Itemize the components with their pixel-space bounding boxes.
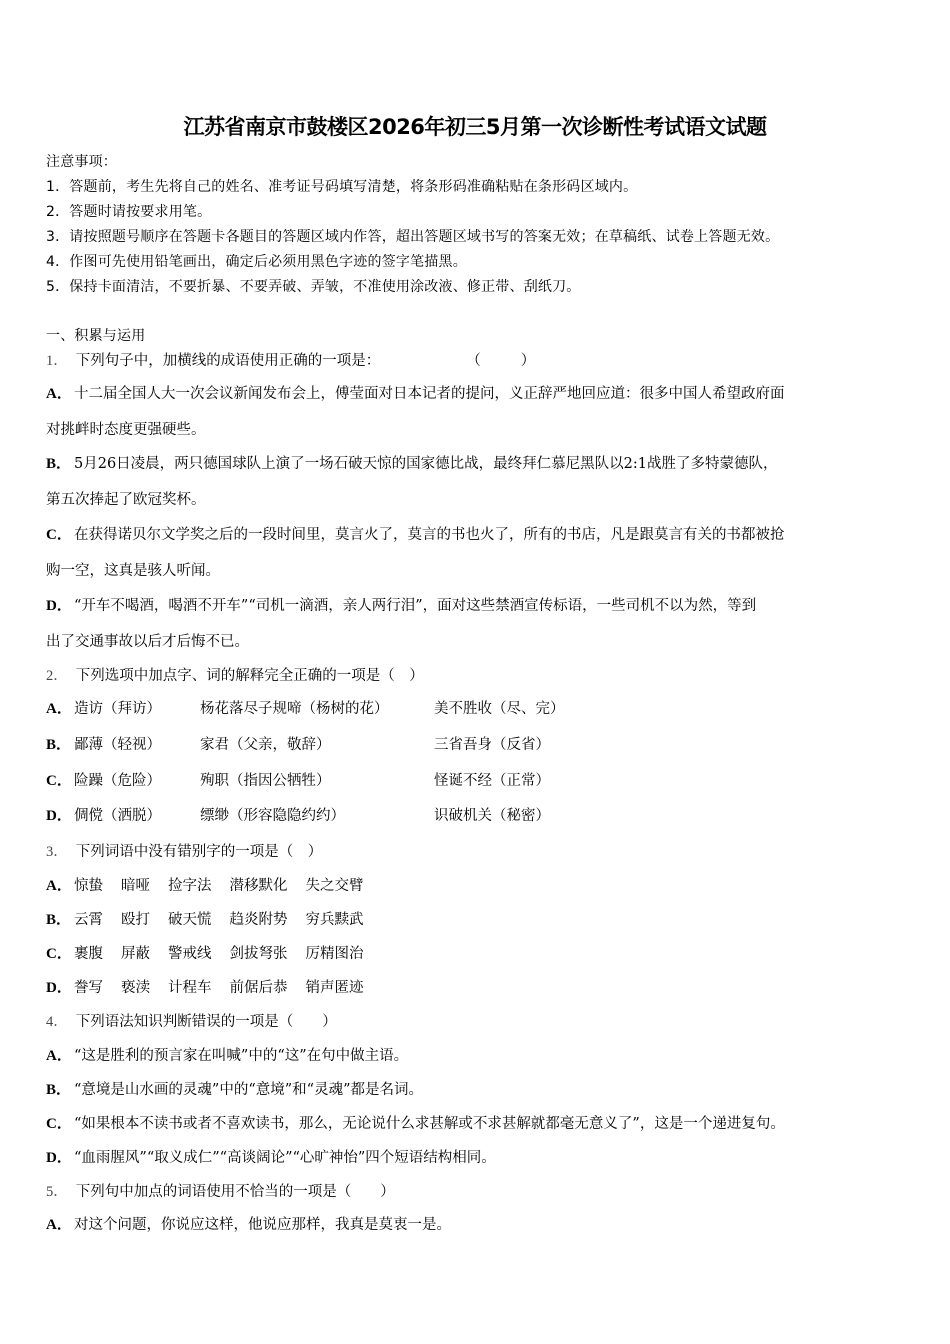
option-text: 十二届全国人大一次会议新闻发布会上，傅莹面对日本记者的提问，义正辞严地回应道：很多中国人希望政府面	[74, 386, 785, 402]
question-2-option-a	[46, 698, 565, 720]
question-1-option-c	[46, 524, 785, 546]
notice-item-3: 3．请按照题号顺序在答题卡各题目的答题区域内作答，超出答题区域书写的答案无效；在草稿纸、试卷上答题无效。	[46, 229, 780, 245]
option-letter: A．	[46, 878, 72, 894]
question-number: 3．	[46, 844, 68, 860]
question-4-option-d	[46, 1147, 496, 1169]
question-text: 下列句子中，加横线的成语使用正确的一项是：	[75, 353, 381, 369]
question-1-option-d	[46, 595, 756, 617]
word: 剑拔弩张	[229, 946, 288, 962]
question-2-option-d	[46, 805, 550, 827]
option-letter: B．	[46, 737, 72, 753]
option-item-3: 三省吾身（反省）	[434, 737, 550, 753]
option-letter: A．	[46, 1048, 72, 1064]
question-1-option-d-cont: 出了交通事故以后才后悔不已。	[46, 634, 249, 650]
question-text: 下列句中加点的词语使用不恰当的一项是（ ）	[75, 1184, 395, 1200]
word: 潜移默化	[229, 878, 288, 894]
notice-item-4: 4．作图可先使用铅笔画出，确定后必须用黑色字迹的签字笔描黑。	[46, 254, 467, 270]
question-2-option-c	[46, 770, 550, 792]
question-number: 5．	[46, 1184, 68, 1200]
option-item-3: 识破机关（秘密）	[434, 808, 550, 824]
question-4-option-a	[46, 1045, 408, 1067]
option-text: “血雨腥风”“取义成仁”“高谈阔论”“心旷神怡”四个短语结构相同。	[74, 1150, 496, 1166]
question-4-stem	[46, 1011, 337, 1033]
question-1-stem	[46, 350, 535, 372]
question-4-option-b	[46, 1079, 423, 1101]
option-letter: C．	[46, 1116, 72, 1132]
option-letter: A．	[46, 1217, 72, 1233]
option-item-2: 家君（父亲，敬辞）	[200, 737, 331, 753]
word: 裹腹	[74, 946, 103, 962]
word: 销声匿迹	[305, 980, 364, 996]
option-letter: B．	[46, 912, 72, 928]
option-letter: D．	[46, 1150, 72, 1166]
notice-item-5: 5．保持卡面清洁，不要折暴、不要弄破、弄皱，不准使用涂改液、修正带、刮纸刀。	[46, 279, 581, 295]
option-text: “开车不喝酒，喝酒不开车”“司机一滴酒，亲人两行泪”，面对这些禁酒宣传标语，一些司机不以为然，等到	[74, 598, 757, 614]
word: 屏蔽	[121, 946, 150, 962]
option-text: 对这个问题，你说应这样，他说应那样，我真是莫衷一是。	[74, 1217, 451, 1233]
question-2-stem	[46, 665, 424, 687]
question-1-option-a-cont: 对挑衅时态度更强硬些。	[46, 422, 206, 438]
document-title: 江苏省南京市鼓楼区2026年初三5月第一次诊断性考试语文试题	[183, 115, 767, 139]
word: 捡字法	[168, 878, 212, 894]
option-item-2: 缥缈（形容隐隐约约）	[200, 808, 345, 824]
option-letter: A．	[46, 386, 72, 402]
word: 亵渎	[121, 980, 150, 996]
question-3-option-c	[46, 943, 382, 965]
question-text: 下列语法知识判断错误的一项是（ ）	[75, 1014, 337, 1030]
option-item-2: 殉职（指因公牺牲）	[200, 773, 331, 789]
word: 惊蛰	[74, 878, 103, 894]
option-text: “意境是山水画的灵魂”中的“意境”和“灵魂”都是名词。	[74, 1082, 423, 1098]
word: 云霄	[74, 912, 103, 928]
question-number: 2．	[46, 668, 68, 684]
word: 穷兵黩武	[305, 912, 364, 928]
option-letter: C．	[46, 773, 72, 789]
option-item-1: 险躁（危险）	[74, 773, 161, 789]
question-5-option-a	[46, 1214, 451, 1236]
option-letter: D．	[46, 808, 72, 824]
option-item-1: 倜傥（洒脱）	[74, 808, 161, 824]
option-letter: C．	[46, 946, 72, 962]
word: 前倨后恭	[229, 980, 288, 996]
question-2-option-b	[46, 734, 550, 756]
option-letter: B．	[46, 456, 72, 472]
notice-item-2: 2．答题时请按要求用笔。	[46, 204, 212, 220]
option-text: “这是胜利的预言家在叫喊”中的“这”在句中做主语。	[74, 1048, 409, 1064]
option-letter: A．	[46, 701, 72, 717]
question-number: 1．	[46, 353, 68, 369]
word: 破天慌	[168, 912, 212, 928]
word: 誊写	[74, 980, 103, 996]
question-5-stem	[46, 1181, 395, 1203]
option-item-3: 美不胜收（尽、完）	[434, 701, 565, 717]
option-letter: C．	[46, 527, 72, 543]
question-1-option-a	[46, 383, 785, 405]
word: 殴打	[121, 912, 150, 928]
word: 厉精图治	[305, 946, 364, 962]
word: 失之交臂	[305, 878, 364, 894]
question-3-option-d	[46, 977, 382, 999]
answer-blank: （ ）	[466, 353, 536, 369]
notice-item-1: 1．答题前，考生先将自己的姓名、准考证号码填写清楚，将条形码准确粘贴在条形码区域内。	[46, 179, 638, 195]
question-4-option-c	[46, 1113, 785, 1135]
word: 计程车	[168, 980, 212, 996]
question-1-option-c-cont: 购一空，这真是骇人听闻。	[46, 563, 220, 579]
option-text: 5月26日凌晨，两只德国球队上演了一场石破天惊的国家德比战，最终拜仁慕尼黑队以2:1战胜了多特蒙德队，	[74, 456, 778, 472]
option-item-1: 鄙薄（轻视）	[74, 737, 161, 753]
option-item-2: 杨花落尽子规啼（杨树的花）	[200, 701, 389, 717]
question-3-option-a	[46, 875, 382, 897]
option-text: 在获得诺贝尔文学奖之后的一段时间里，莫言火了，莫言的书也火了，所有的书店，凡是跟莫言有关的书都被抢	[74, 527, 785, 543]
question-text: 下列选项中加点字、词的解释完全正确的一项是（ ）	[75, 668, 424, 684]
section-heading: 一、积累与运用	[46, 328, 146, 344]
word: 暗哑	[121, 878, 150, 894]
word: 趋炎附势	[229, 912, 288, 928]
question-text: 下列词语中没有错别字的一项是（ ）	[75, 844, 323, 860]
question-3-option-b	[46, 909, 382, 931]
question-3-stem	[46, 841, 322, 863]
option-item-1: 造访（拜访）	[74, 701, 161, 717]
question-1-option-b-cont: 第五次捧起了欧冠奖杯。	[46, 492, 206, 508]
option-letter: D．	[46, 980, 72, 996]
question-1-option-b	[46, 453, 778, 475]
word: 警戒线	[168, 946, 212, 962]
notice-heading: 注意事项：	[46, 154, 117, 170]
question-number: 4．	[46, 1014, 68, 1030]
option-letter: B．	[46, 1082, 72, 1098]
option-item-3: 怪诞不经（正常）	[434, 773, 550, 789]
option-letter: D．	[46, 598, 72, 614]
option-text: “如果根本不读书或者不喜欢读书，那么，无论说什么求甚解或不求甚解就都毫无意义了”，这是一个递进复句。	[74, 1116, 785, 1132]
